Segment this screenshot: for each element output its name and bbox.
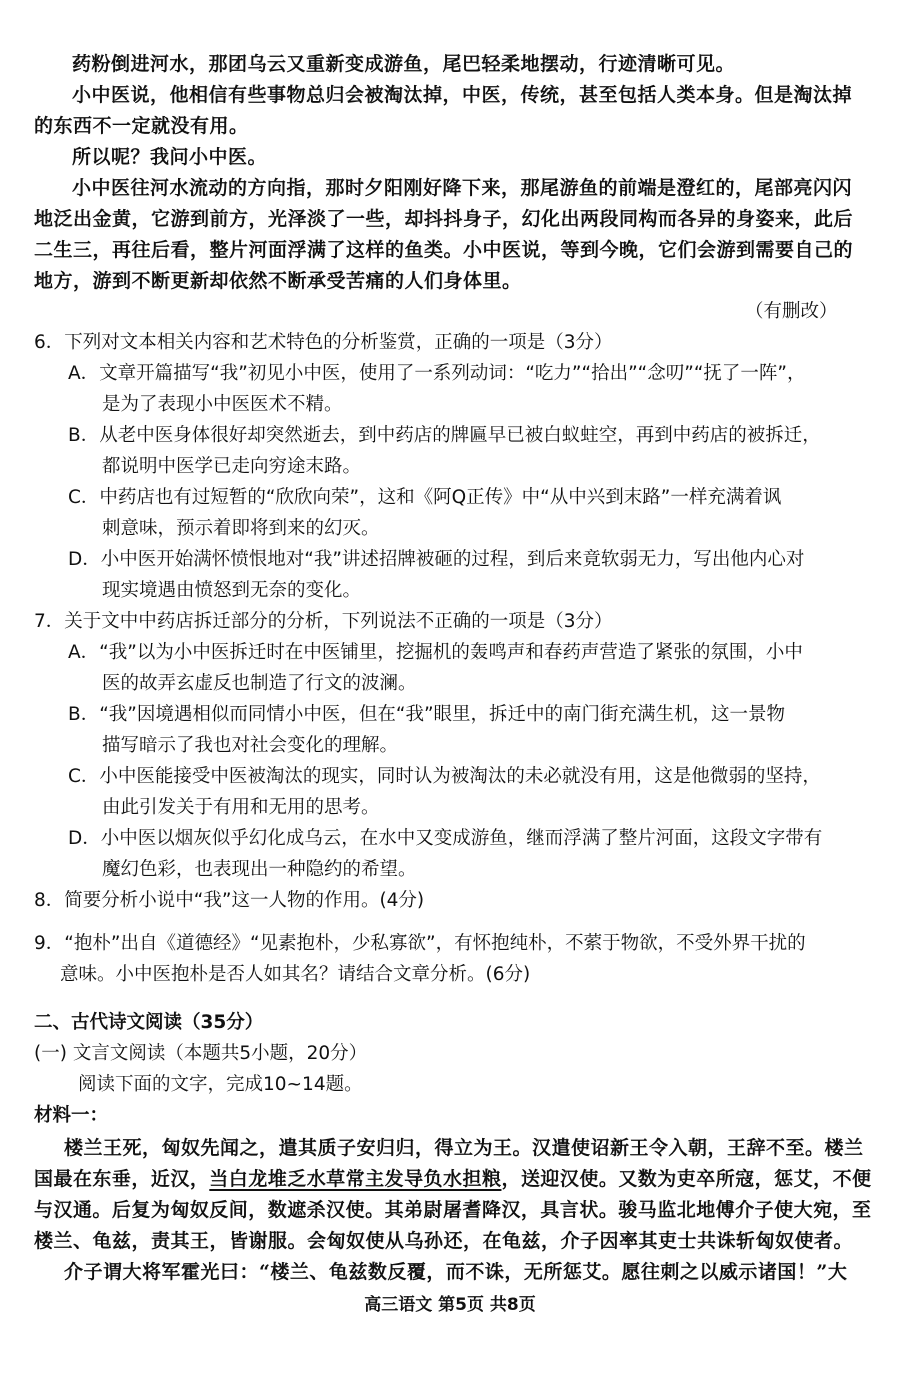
q6-option-d-line2: 现实境遇由愤怒到无奈的变化。 xyxy=(102,580,362,601)
question-9-line1: 9．“抱朴”出自《道德经》“见素抱朴，少私寡欲”，有怀抱纯朴，不萦于物欲，不受外界干扰的 xyxy=(34,933,806,954)
q6-option-a-line2: 是为了表现小中医医术不精。 xyxy=(102,394,343,415)
story-line-7: 二生三，再往后看，整片河面浮满了这样的鱼类。小中医说，等到今晚，它们会游到需要自己的 xyxy=(34,239,854,261)
q7-option-a-line1: A．“我”以为小中医拆迁时在中医铺里，挖掘机的轰鸣声和春药声营造了紧张的氛围，小中 xyxy=(68,642,803,663)
q7-option-b-line2: 描写暗示了我也对社会变化的理解。 xyxy=(102,735,399,756)
underlined-sentence: 当白龙堆乏水草常主发导负水担粮 xyxy=(209,1168,502,1190)
classical-line-1: 楼兰王死，匈奴先闻之，遣其质子安归归，得立为王。汉遣使诏新王令入朝，王辞不至。楼兰 xyxy=(64,1137,864,1159)
source-note: （有删改） xyxy=(745,301,838,322)
question-6-stem: 6．下列对文本相关内容和艺术特色的分析鉴赏，正确的一项是（3分） xyxy=(34,332,613,353)
question-7-stem: 7．关于文中中药店拆迁部分的分析，下列说法不正确的一项是（3分） xyxy=(34,611,613,632)
question-9-line2: 意味。小中医抱朴是否人如其名？请结合文章分析。(6分) xyxy=(60,964,531,985)
story-line-4: 所以呢？我问小中医。 xyxy=(72,146,268,168)
q6-option-d-line1: D．小中医开始满怀愤恨地对“我”讲述招牌被砸的过程，到后来竟软弱无力，写出他内心对 xyxy=(68,549,805,570)
q7-option-c-line2: 由此引发关于有用和无用的思考。 xyxy=(102,797,380,818)
story-line-6: 地泛出金黄，它游到前方，光泽淡了一些，却抖抖身子，幻化出两段同构而各异的身姿来，此后 xyxy=(34,208,854,230)
section-2-subtitle: (一) 文言文阅读（本题共5小题，20分） xyxy=(34,1043,368,1064)
story-line-8: 地方，游到不断更新却依然不断承受苦痛的人们身体里。 xyxy=(34,270,522,292)
q6-option-a-line1: A．文章开篇描写“我”初见小中医，使用了一系列动词：“吃力”“拾出”“念叨”“抚了一阵”， xyxy=(68,363,806,384)
story-line-1: 药粉倒进河水，那团乌云又重新变成游鱼，尾巴轻柔地摆动，行迹清晰可见。 xyxy=(72,53,736,75)
q7-option-d-line2: 魔幻色彩，也表现出一种隐约的希望。 xyxy=(102,859,417,880)
q7-option-a-line2: 医的故弄玄虚反也制造了行文的波澜。 xyxy=(102,673,417,694)
q7-option-b-line1: B．“我”因境遇相似而同情小中医，但在“我”眼里，拆迁中的南门街充满生机，这一景物 xyxy=(68,704,786,725)
q6-option-b-line2: 都说明中医学已走向穷途末路。 xyxy=(102,456,362,477)
classical-line-3: 与汉通。后复为匈奴反间，数遮杀汉使。其弟尉屠耆降汉，具言状。骏马监北地傅介子使大宛，至 xyxy=(34,1199,872,1221)
q6-option-c-line1: C．中药店也有过短暂的“欣欣向荣”，这和《阿Q正传》中“从中兴到末路”一样充满着讽 xyxy=(68,487,782,508)
material-1-label: 材料一： xyxy=(34,1105,109,1126)
story-line-2: 小中医说，他相信有些事物总归会被淘汰掉，中医，传统，甚至包括人类本身。但是淘汰掉 xyxy=(72,84,853,106)
classical-line-4: 楼兰、龟兹，责其王，皆谢服。会匈奴使从乌孙还，在龟兹，介子因率其吏士共诛斩匈奴使者。 xyxy=(34,1230,854,1252)
q7-option-d-line1: D．小中医以烟灰似乎幻化成乌云，在水中又变成游鱼，继而浮满了整片河面，这段文字带有 xyxy=(68,828,823,849)
classical-line-5: 介子谓大将军霍光曰：“楼兰、龟兹数反覆，而不诛，无所惩艾。愿往刺之以威示诸国！”大 xyxy=(64,1261,848,1283)
question-8: 8．简要分析小说中“我”这一人物的作用。(4分) xyxy=(34,890,425,911)
page-footer: 高三语文 第5页 共8页 xyxy=(364,1295,536,1315)
story-line-3: 的东西不一定就没有用。 xyxy=(34,115,249,137)
q7-option-c-line1: C．小中医能接受中医被淘汰的现实，同时认为被淘汰的未必就没有用，这是他微弱的坚持， xyxy=(68,766,821,787)
story-line-5: 小中医往河水流动的方向指，那时夕阳刚好降下来，那尾游鱼的前端是澄红的，尾部亮闪闪 xyxy=(72,177,853,199)
q6-option-c-line2: 刺意味，预示着即将到来的幻灭。 xyxy=(102,518,380,539)
section-2-instruction: 阅读下面的文字，完成10~14题。 xyxy=(78,1074,363,1095)
classical-line-2 xyxy=(34,1167,872,1191)
classical-line-2-end: ，送迎汉使。又数为吏卒所寇，惩艾，不便 xyxy=(501,1168,872,1190)
section-2-title: 二、古代诗文阅读（35分） xyxy=(34,1012,264,1033)
q6-option-b-line1: B．从老中医身体很好却突然逝去，到中药店的牌匾早已被白蚁蛀空，再到中药店的被拆迁， xyxy=(68,425,821,446)
classical-line-2-start: 国最在东垂，近汉， xyxy=(34,1168,210,1190)
